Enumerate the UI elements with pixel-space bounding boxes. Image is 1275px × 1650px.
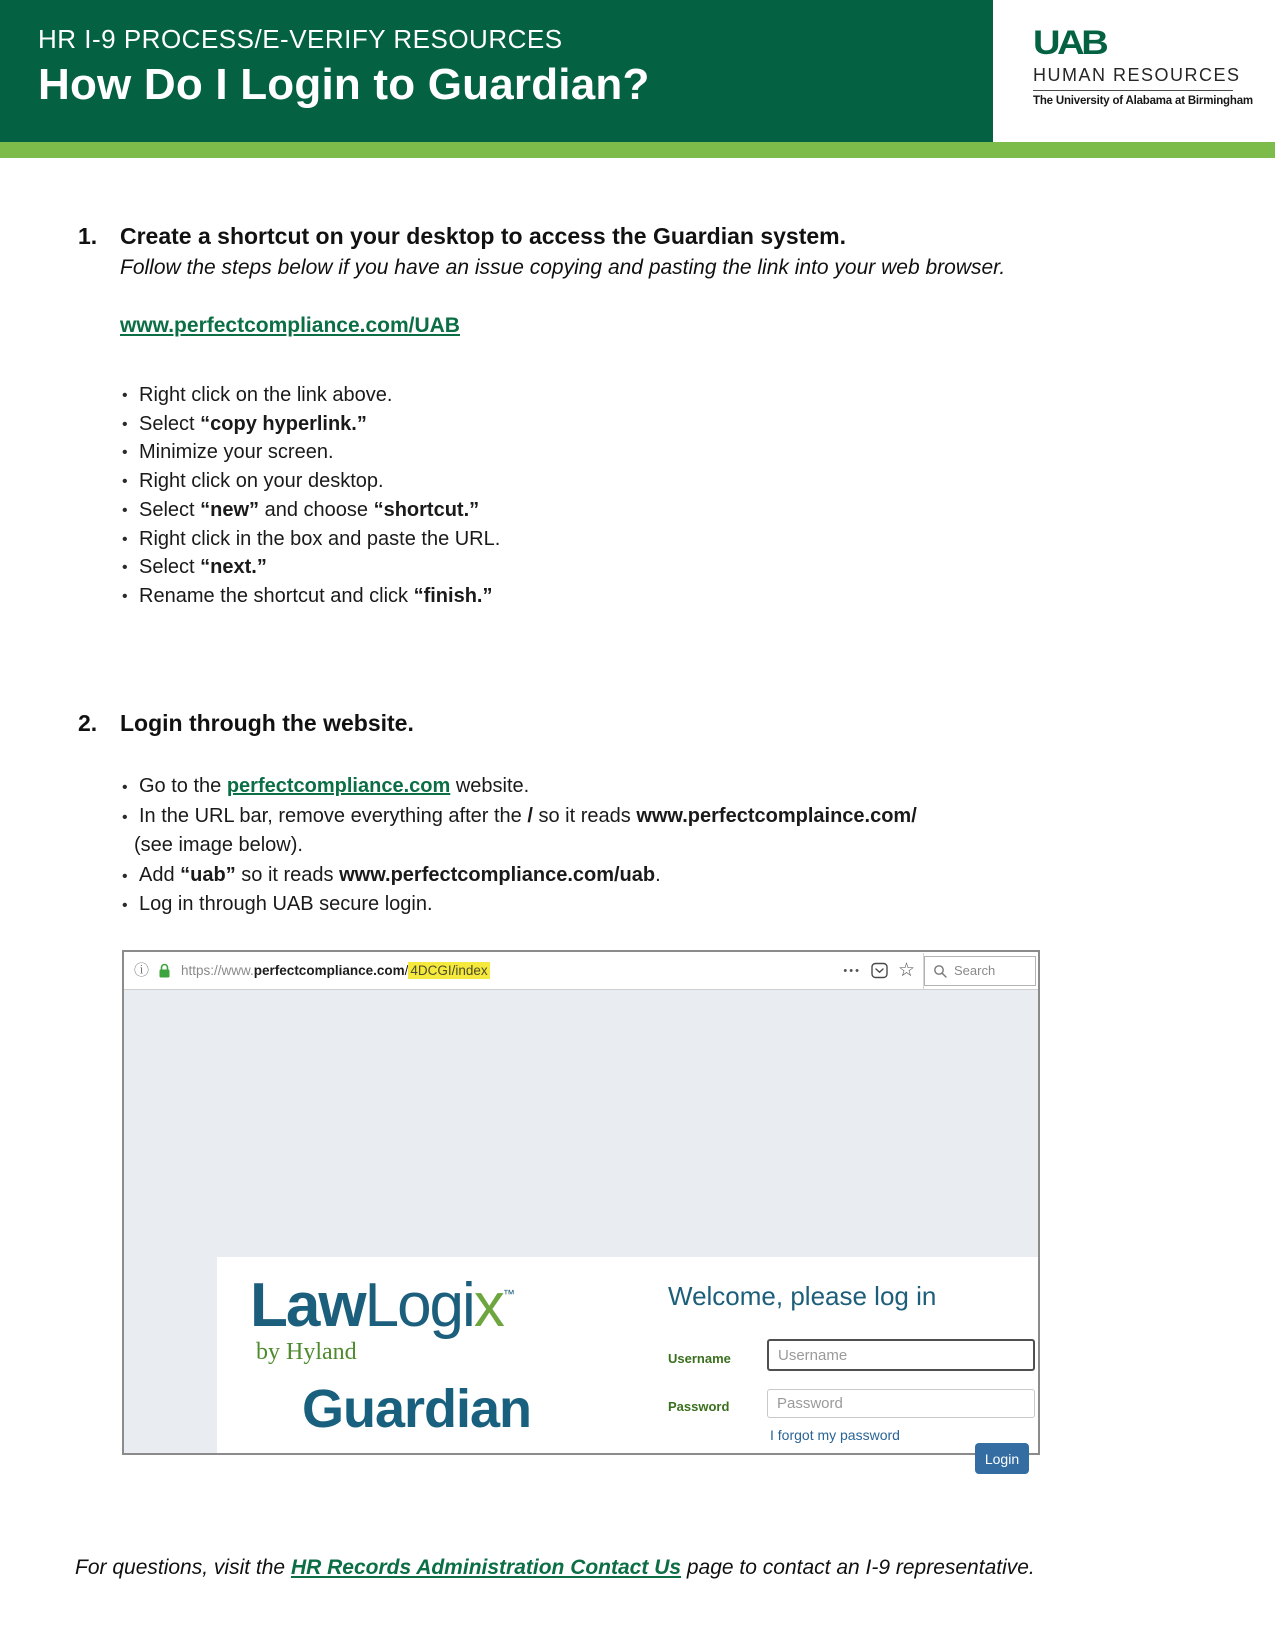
logo-dept-label: HUMAN RESOURCES <box>1033 65 1241 85</box>
section2-number: 2. <box>78 710 98 736</box>
list-item-continuation <box>122 831 917 861</box>
url-domain: perfectcompliance.com <box>253 963 405 978</box>
footer-note <box>75 1556 1205 1580</box>
uab-logo: UAB <box>1033 24 1106 62</box>
text-segment: website. <box>450 775 530 797</box>
list-item <box>122 467 500 496</box>
list-item <box>122 582 500 611</box>
guardian-url-link[interactable]: www.perfectcompliance.com/UAB <box>120 314 460 337</box>
browser-url-bar <box>124 952 1038 990</box>
page-actions-icon: ••• <box>843 964 861 977</box>
text-segment: / <box>527 804 533 827</box>
info-icon: ⓘ <box>134 962 150 979</box>
text-segment: Add <box>139 863 181 886</box>
text-segment: Right click in the box and paste the URL. <box>139 527 501 550</box>
browser-viewport <box>124 990 1038 1467</box>
text-segment: Go to the <box>139 775 227 797</box>
text-segment: so it reads <box>235 863 340 886</box>
text-segment: Right click on the link above. <box>139 384 393 406</box>
text-segment: Log in through UAB secure login. <box>139 893 433 915</box>
text-segment: Select <box>139 556 201 579</box>
text-segment: Minimize your screen. <box>139 441 334 464</box>
forgot-password-link: I forgot my password <box>770 1427 900 1443</box>
text-segment: and choose <box>259 498 374 521</box>
list-item <box>122 861 917 891</box>
section2-bullet-list <box>122 772 917 920</box>
accent-stripe <box>0 142 1275 158</box>
text-segment: www.perfectcompliance.com/uab <box>339 863 656 886</box>
list-item <box>122 410 500 439</box>
lawlogix-brand <box>250 1271 532 1440</box>
search-box <box>924 956 1036 986</box>
browser-toolbar-icons <box>843 961 915 980</box>
text-segment: “uab” <box>180 863 236 886</box>
section1-heading: Create a shortcut on your desktop to access the Guardian system. <box>120 223 846 249</box>
url-security-icons <box>134 963 171 979</box>
logo-law: Law <box>250 1271 365 1340</box>
list-item <box>122 802 917 832</box>
list-item <box>122 525 500 554</box>
list-item <box>122 438 500 467</box>
list-item <box>122 890 917 920</box>
page-title: How Do I Login to Guardian? <box>38 60 650 109</box>
text-segment: Right click on your desktop. <box>139 470 384 493</box>
text-segment: www.perfectcomplaince.com/ <box>636 804 917 827</box>
list-item <box>122 496 500 525</box>
header-eyebrow: HR I-9 PROCESS/E-VERIFY RESOURCES <box>38 24 563 54</box>
url-highlighted-path: 4DCGI/index <box>410 963 488 978</box>
inline-link[interactable]: HR Records Administration Contact Us <box>290 1556 682 1579</box>
url-text <box>181 963 490 978</box>
logo-logi: Logi <box>364 1271 474 1340</box>
list-item <box>122 381 500 410</box>
search-icon <box>933 964 947 978</box>
section2-heading: Login through the website. <box>120 710 414 736</box>
text-segment: “next.” <box>200 556 267 579</box>
logo-x: x <box>473 1271 503 1340</box>
logo-tagline: The University of Alabama at Birmingham <box>1033 95 1253 107</box>
text-segment: page to contact an I-9 representative. <box>681 1556 1035 1579</box>
text-segment: “finish.” <box>413 584 493 607</box>
list-item <box>122 553 500 582</box>
header-text <box>38 24 650 110</box>
search-placeholder: Search <box>954 963 996 978</box>
section1-heading-row <box>78 223 846 250</box>
username-input <box>767 1339 1035 1371</box>
text-segment: . <box>655 863 661 886</box>
text-segment: (see image below). <box>134 834 303 856</box>
lawlogix-logo <box>250 1271 531 1340</box>
login-button: Login <box>975 1443 1029 1474</box>
text-segment: “shortcut.” <box>373 498 480 521</box>
by-hyland-label: by Hyland <box>256 1339 357 1365</box>
trademark-symbol: ™ <box>502 1287 515 1301</box>
text-segment: For questions, visit the <box>75 1556 291 1579</box>
section1-number: 1. <box>78 223 98 249</box>
url-separator: / <box>404 963 409 978</box>
inline-link[interactable]: perfectcompliance.com <box>226 775 451 797</box>
section1-bullet-list <box>122 381 500 611</box>
section1-subheading: Follow the steps below if you have an issue copying and pasting the link into your web browser. <box>120 256 1006 279</box>
username-label: Username <box>668 1351 731 1366</box>
logo-divider <box>1033 90 1233 91</box>
list-item <box>122 772 917 802</box>
text-segment: Select <box>139 498 201 521</box>
browser-screenshot <box>122 950 1040 1467</box>
text-segment: “new” <box>200 498 260 521</box>
login-panel <box>217 1257 1038 1467</box>
section2-heading-row <box>78 710 414 737</box>
pocket-icon <box>871 962 888 979</box>
uab-logo-panel <box>993 0 1275 142</box>
padlock-icon <box>158 963 171 979</box>
password-label: Password <box>668 1399 730 1414</box>
text-segment: Select <box>139 412 201 435</box>
text-segment: Rename the shortcut and click <box>139 584 414 607</box>
guardian-product-name: Guardian <box>302 1379 532 1439</box>
text-segment: “copy hyperlink.” <box>200 412 367 435</box>
text-segment: so it reads <box>532 804 637 827</box>
url-prefix: https://www. <box>181 963 254 978</box>
text-segment: In the URL bar, remove everything after the <box>139 804 528 827</box>
password-input <box>767 1389 1035 1418</box>
welcome-message: Welcome, please log in <box>668 1281 937 1311</box>
bookmark-star-icon: ☆ <box>897 960 915 981</box>
